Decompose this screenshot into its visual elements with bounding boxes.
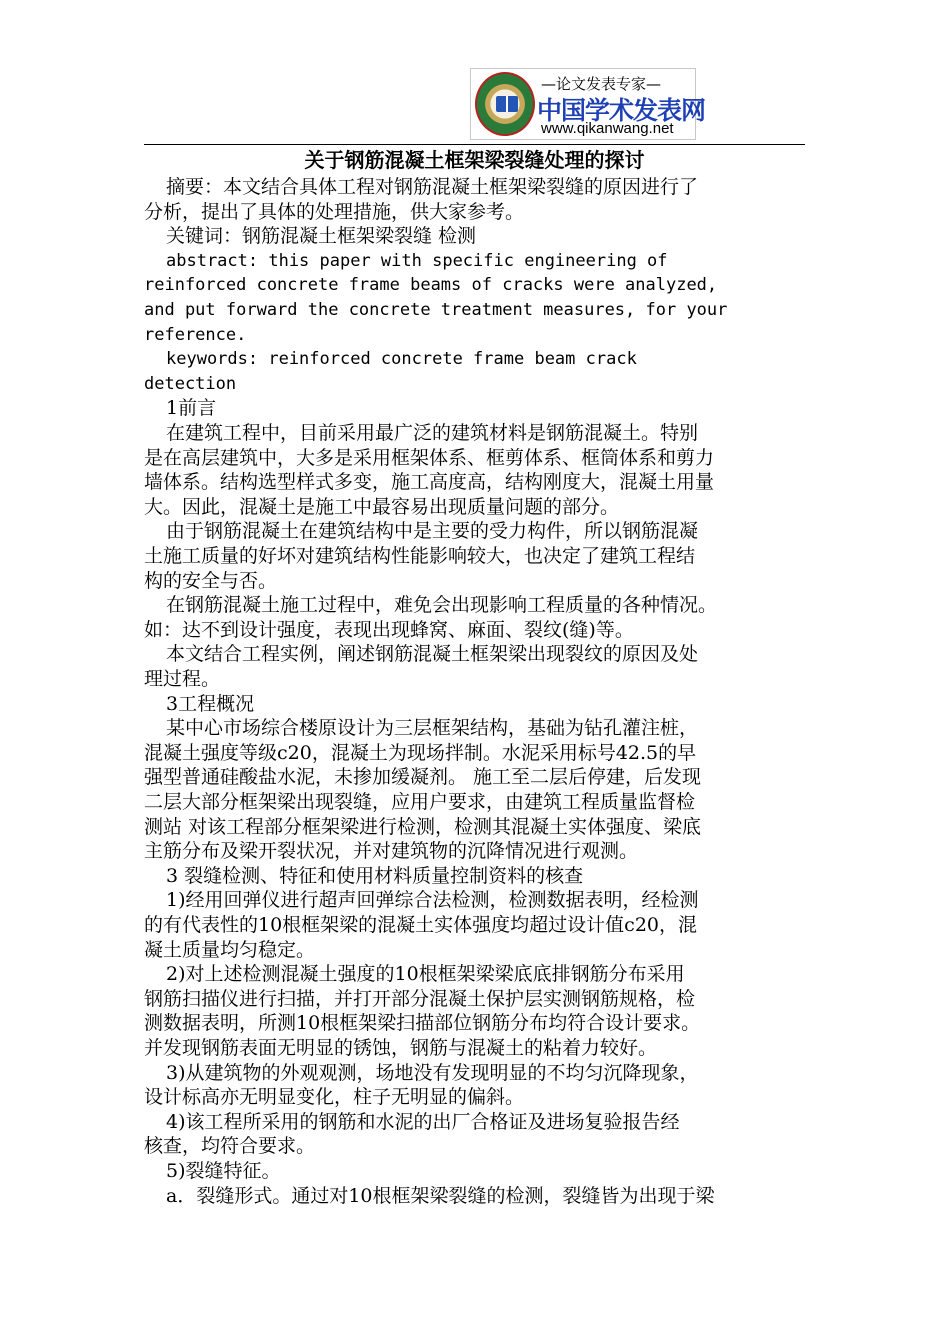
text-line: 混凝土强度等级c20，混凝土为现场拌制。水泥采用标号42.5的早 (144, 741, 697, 764)
text-line: 3工程概况 (166, 692, 255, 715)
text-line: 墙体系。结构选型样式多变，施工高度高，结构刚度大，混凝土用量 (144, 471, 715, 494)
text-line: 二层大部分框架梁出现裂缝，应用户要求，由建筑工程质量监督检 (144, 791, 696, 813)
logo-name: 中国学术发表网 (537, 96, 706, 125)
text-line: 是在高层建筑中，大多是采用框架体系、框剪体系、框筒体系和剪力 (144, 446, 715, 469)
header-divider (144, 144, 805, 145)
text-line: 关键词：钢筋混凝土框架梁裂缝 检测 (166, 225, 477, 248)
text-line: 由于钢筋混凝土在建筑结构中是主要的受力构件，所以钢筋混凝 (166, 520, 699, 543)
text-line: abstract: this paper with specific engineering of (166, 250, 668, 271)
text-line: reference. (144, 324, 247, 345)
text-line: 核查，均符合要求。 (144, 1135, 316, 1158)
text-line: 的有代表性的10根框架梁的混凝土实体强度均超过设计值c20，混 (144, 914, 697, 936)
text-line: 某中心市场综合楼原设计为三层框架结构，基础为钻孔灌注桩， (166, 717, 699, 740)
text-line: 在钢筋混凝土施工过程中，难免会出现影响工程质量的各种情况。 (166, 594, 718, 617)
text-line: 构的安全与否。 (144, 569, 278, 592)
text-line: 摘要：本文结合具体工程对钢筋混凝土框架梁裂缝的原因进行了 (166, 176, 699, 198)
text-line: 在建筑工程中，目前采用最广泛的建筑材料是钢筋混凝土。特别 (166, 422, 699, 444)
text-line: 大。因此，混凝土是施工中最容易出现质量问题的部分。 (144, 495, 620, 518)
text-line: 测站 对该工程部分框架梁进行检测，检测其混凝土实体强度、梁底 (144, 815, 702, 838)
page-title: 关于钢筋混凝土框架梁裂缝处理的探讨 (304, 148, 645, 172)
text-line: 土施工质量的好坏对建筑结构性能影响较大，也决定了建筑工程结 (144, 545, 696, 567)
text-line: 4)该工程所采用的钢筋和水泥的出厂合格证及进场复验报告经 (166, 1110, 680, 1133)
text-line: and put forward the concrete treatment measures, for your (144, 300, 728, 320)
text-line: 设计标高亦无明显变化，柱子无明显的偏斜。 (144, 1086, 525, 1109)
text-line: a．裂缝形式。通过对10根框架梁裂缝的检测，裂缝皆为出现于梁 (166, 1184, 715, 1207)
text-line: 如：达不到设计强度，表现出现蜂窝、麻面、裂纹(缝)等。 (144, 618, 634, 641)
publisher-logo (470, 68, 706, 140)
text-line: 2)对上述检测混凝土强度的10根框架梁梁底底排钢筋分布采用 (166, 963, 685, 986)
logo-url: www.qikanwang.net (541, 120, 674, 137)
text-line: 凝土质量均匀稳定。 (144, 938, 316, 961)
text-line: 并发现钢筋表面无明显的锈蚀，钢筋与混凝土的粘着力较好。 (144, 1037, 658, 1059)
text-line: 5)裂缝特征。 (166, 1160, 281, 1182)
text-line: 测数据表明，所测10根框架梁扫描部位钢筋分布均符合设计要求。 (144, 1012, 701, 1035)
text-line: 1)经用回弹仪进行超声回弹综合法检测，检测数据表明，经检测 (166, 889, 699, 912)
text-line: keywords: reinforced concrete frame beam crack (166, 349, 637, 370)
text-line: 强型普通硅酸盐水泥，未掺加缓凝剂。 施工至二层后停建，后发现 (144, 766, 702, 789)
text-line: 3 裂缝检测、特征和使用材料质量控制资料的核查 (166, 864, 584, 887)
text-line: 主筋分布及梁开裂状况，并对建筑物的沉降情况进行观测。 (144, 840, 639, 863)
text-line: 1前言 (166, 397, 217, 420)
text-line: 分析，提出了具体的处理措施，供大家参考。 (144, 200, 525, 223)
text-line: detection (144, 373, 237, 394)
text-line: reinforced concrete frame beams of cracks were analyzed, (144, 275, 718, 296)
seal-icon (475, 72, 535, 136)
text-line: 本文结合工程实例，阐述钢筋混凝土框架梁出现裂纹的原因及处 (166, 643, 699, 666)
text-line: 3)从建筑物的外观观测，场地没有发现明显的不均匀沉降现象， (166, 1061, 699, 1084)
text-line: 理过程。 (144, 668, 221, 690)
logo-tagline: —论文发表专家— (541, 75, 662, 93)
text-line: 钢筋扫描仪进行扫描，并打开部分混凝土保护层实测钢筋规格，检 (144, 987, 696, 1010)
